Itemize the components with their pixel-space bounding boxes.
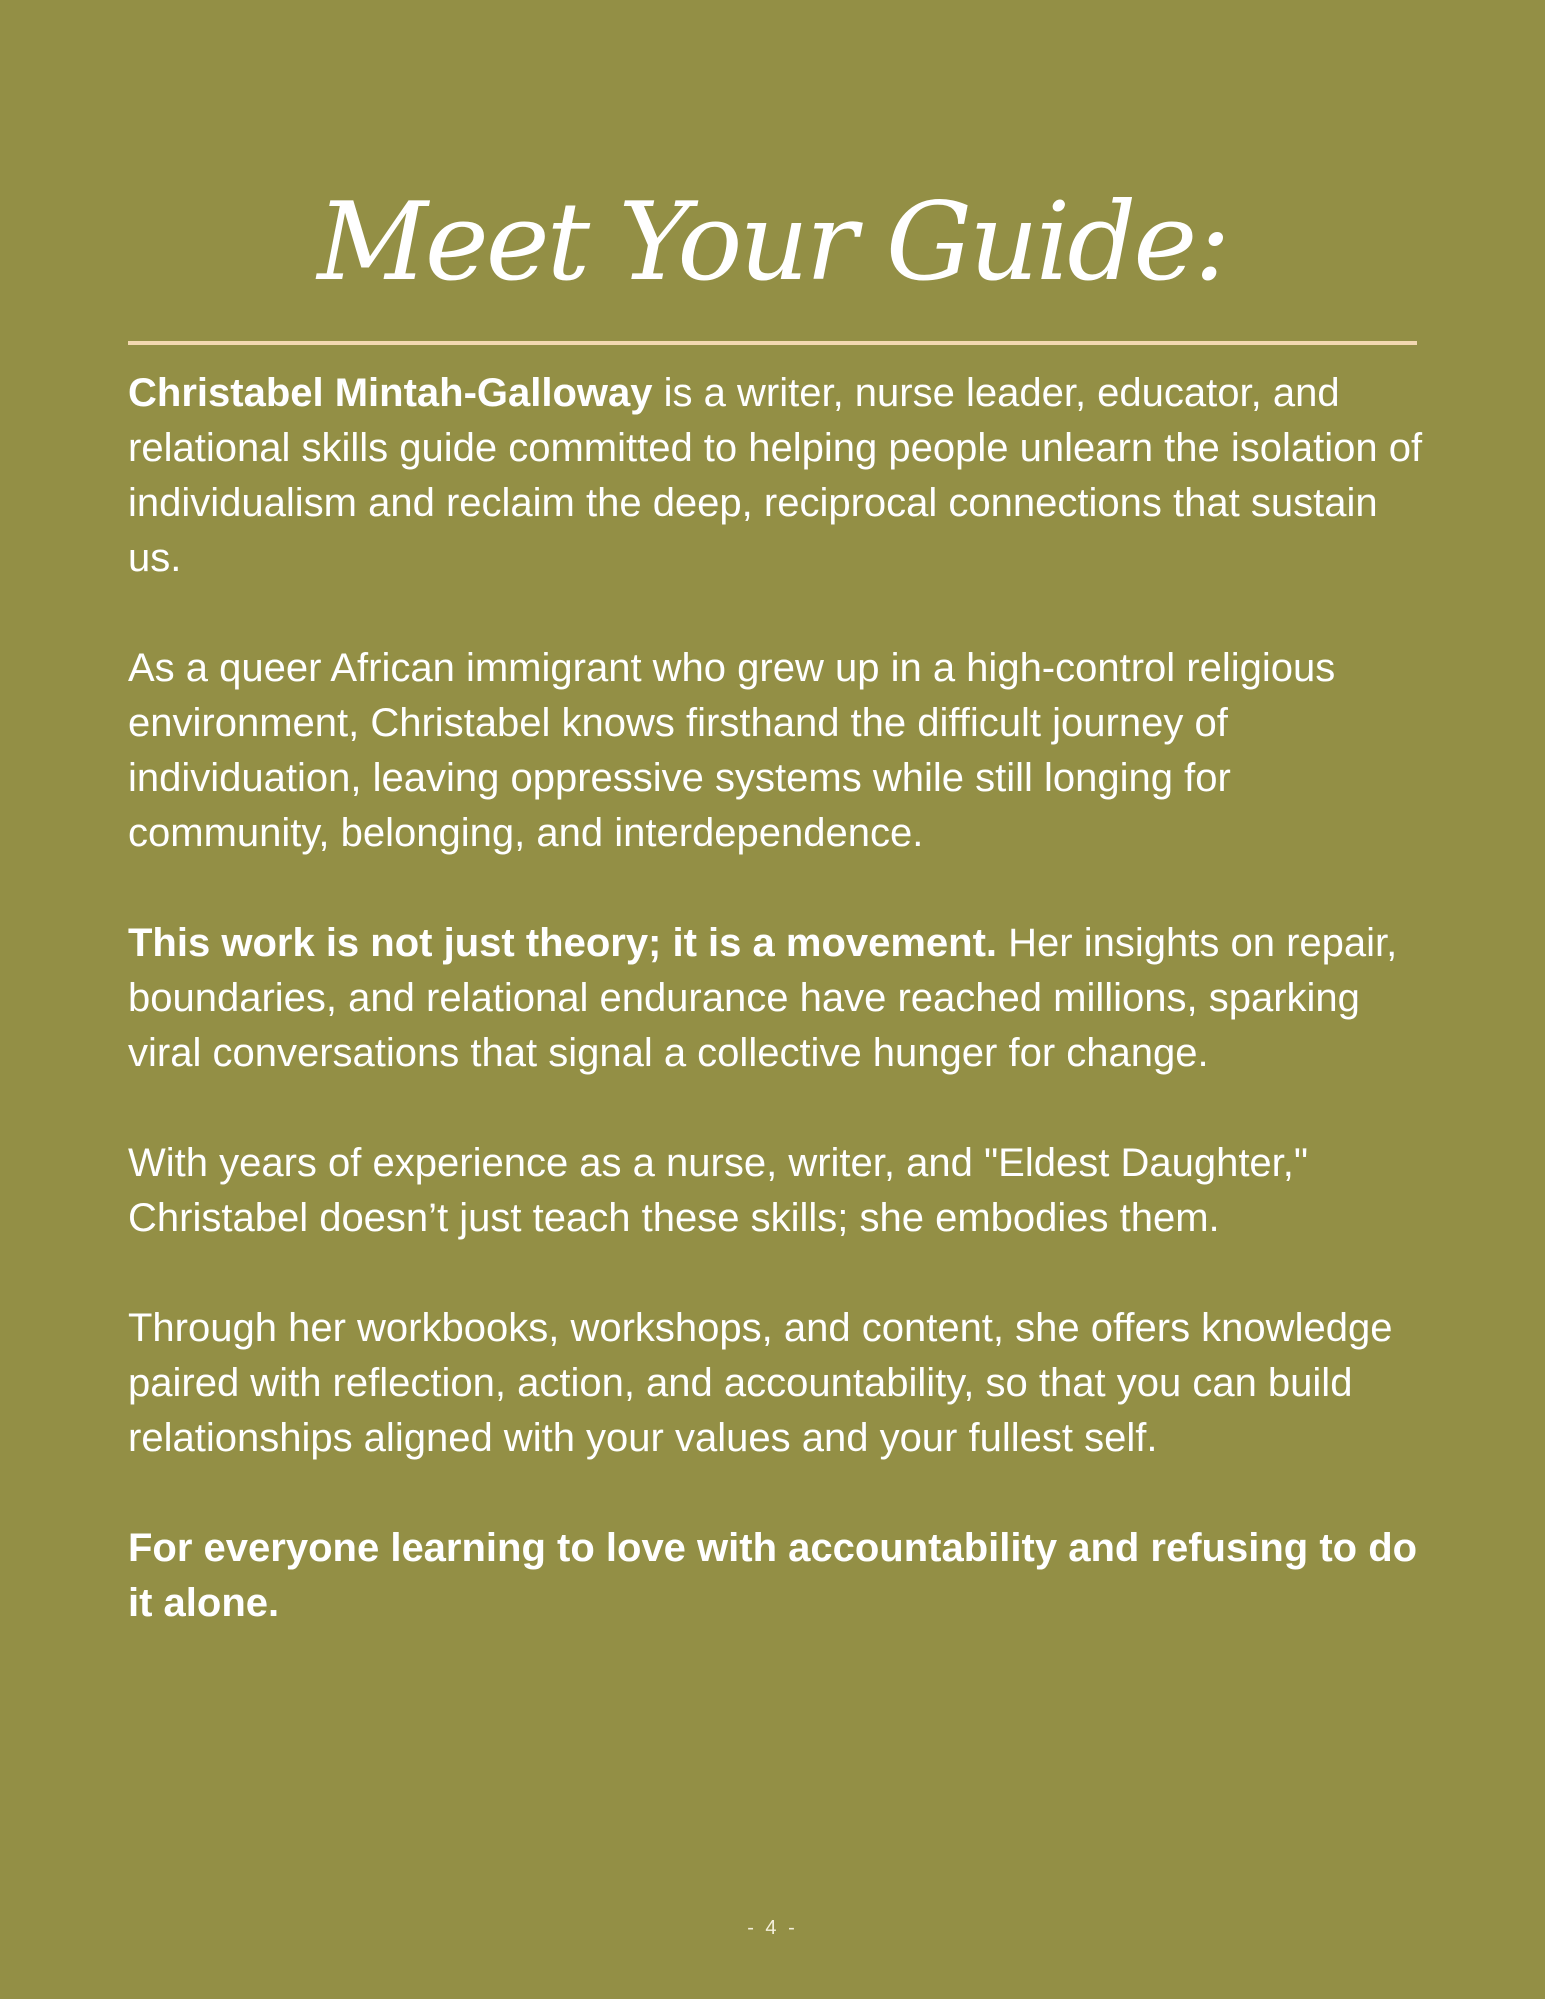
bio-paragraph-intro [128, 366, 1428, 586]
bio-paragraph-offerings: Through her workbooks, workshops, and content, she offers knowledge paired with reflection, action, and accountability, so that you can build relationships aligned with your values and your fullest self. [128, 1306, 1393, 1460]
bio-content [128, 366, 1428, 1686]
page-title: Meet Your Guide: [317, 180, 1228, 305]
title-divider [128, 341, 1417, 345]
bio-paragraph-closing [128, 1521, 1428, 1631]
movement-text: Her insights on repair, boundaries, and relational endurance have reached millions, sparking viral conversations that signal a collective hunger for change. [128, 921, 1398, 1075]
bio-paragraph-movement [128, 916, 1428, 1081]
guide-name: Christabel Mintah-Galloway [128, 371, 653, 415]
closing-statement: For everyone learning to love with accountability and refusing to do it alone. [128, 1526, 1418, 1625]
bio-paragraph-background: As a queer African immigrant who grew up in a high-control religious environment, Christabel knows firsthand the difficult journey of individuation, leaving oppressive systems while still longing for community, belonging, and interdependence. [128, 646, 1336, 855]
bio-paragraph-experience: With years of experience as a nurse, writer, and "Eldest Daughter," Christabel doesn’t just teach these skills; she embodies them. [128, 1141, 1309, 1240]
movement-statement: This work is not just theory; it is a movement. [128, 921, 998, 965]
page-number: - 4 - [747, 1917, 798, 1939]
intro-text: is a writer, nurse leader, educator, and relational skills guide committed to helping people unlearn the isolation of individualism and reclaim the deep, reciprocal connections that sustain us. [128, 371, 1423, 580]
